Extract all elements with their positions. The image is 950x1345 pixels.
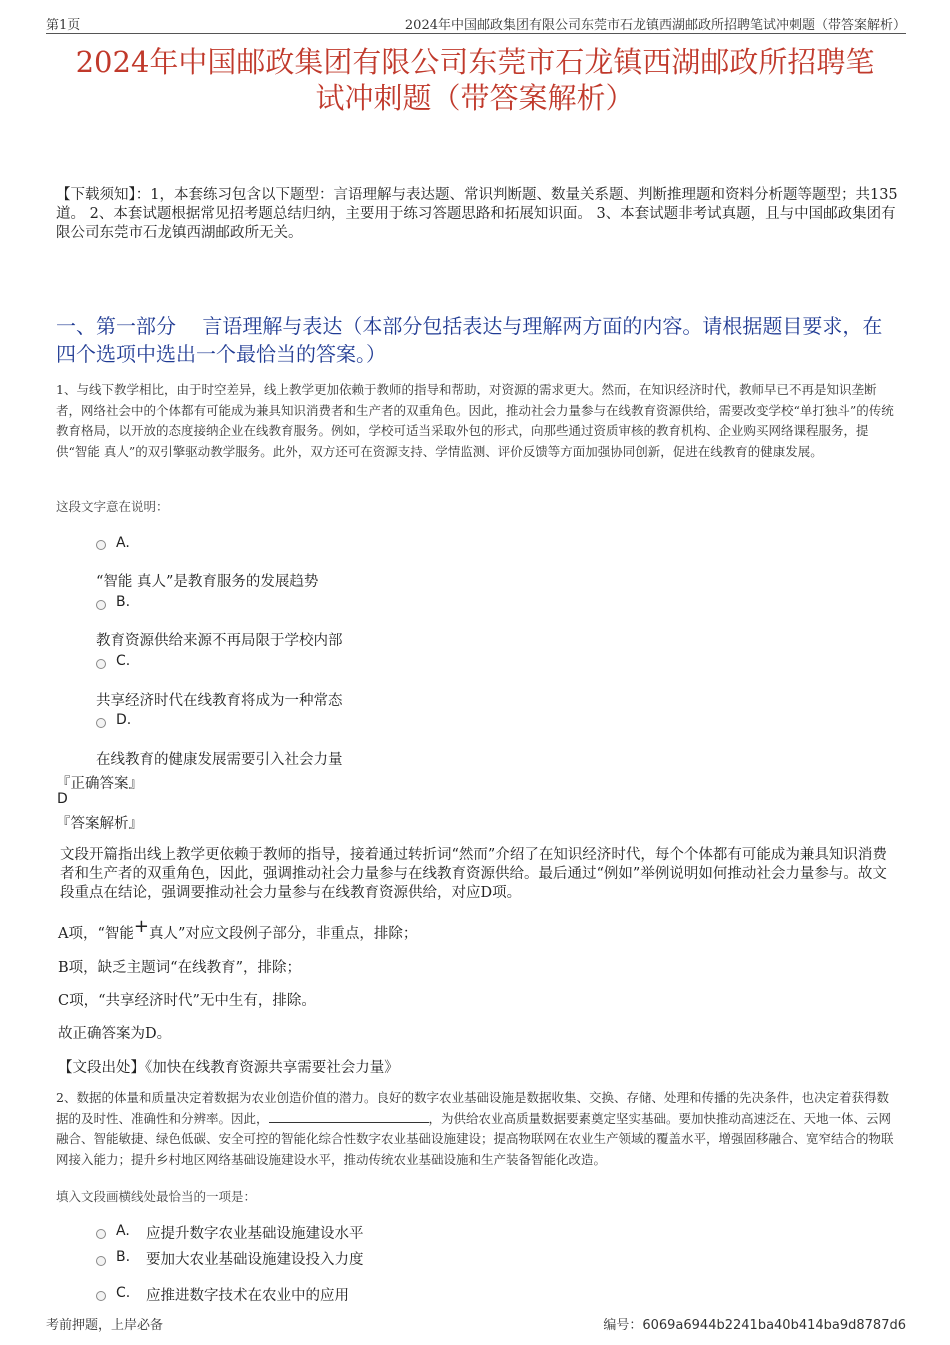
analysis-option-a-post: 真人”对应文段例子部分，非重点，排除； — [148, 926, 418, 942]
q2-option-c-radio[interactable] — [96, 1291, 106, 1301]
page-number: 第1页 — [46, 18, 81, 33]
q2-option-a-label[interactable]: A. — [116, 1223, 130, 1239]
q2-option-b-radio[interactable] — [96, 1256, 106, 1266]
footer-slogan: 考前押题，上岸必备 — [46, 1318, 164, 1333]
page-title-line2: 试冲刺题（带答案解析） — [315, 81, 635, 115]
analysis-heading: 『答案解析』 — [56, 816, 143, 832]
option-b-text: 教育资源供给来源不再局限于学校内部 — [96, 633, 343, 649]
option-d-radio[interactable] — [96, 718, 106, 728]
download-notice: 【下载须知】：1，本套练习包含以下题型：言语理解与表达题、常识判断题、数量关系题、判断推理题和资料分析题等题型；共135道。 2、本套试题根据常见招考题总结归纳，主要用于练习答题思路和拓展知识面。 3、本套试题非考试真题，且与中国邮政集团有限公司东莞市石龙镇西湖邮政所无关。 — [56, 187, 898, 241]
passage-source: 【文段出处】《加快在线教育资源共享需要社会力量》 — [58, 1060, 399, 1076]
analysis-text: 文段开篇指出线上教学更依赖于教师的指导，接着通过转折词“然而”介绍了在知识经济时代，每个个体都有可能成为兼具知识消费者和生产者的双重角色，因此，强调推动社会力量参与在线教育资源供给。最后通过“例如”举例说明如何推动社会力量参与。故文段重点在结论，强调要推动社会力量参与在线教育资源供给，对应D项。 — [60, 847, 887, 901]
footer-id-label: 编号： — [603, 1318, 643, 1333]
plus-symbol: + — [133, 916, 149, 937]
correct-answer: D — [57, 791, 68, 807]
option-b-radio[interactable] — [96, 600, 106, 610]
option-a-text: “智能 真人”是教育服务的发展趋势 — [96, 574, 319, 590]
question-2-text-pre: 2、数据的体量和质量决定着数据为农业创造价值的潜力。良好的数字农业基础设施是数据收集、交换、存储、处理和传播的先决条件，也决定着获得数据的及时性、准确性和分辨率。因此， — [56, 1090, 889, 1126]
header-divider — [46, 33, 906, 34]
q2-option-b-label[interactable]: B. — [116, 1249, 131, 1265]
option-c-text: 共享经济时代在线教育将成为一种常态 — [96, 693, 343, 709]
q2-option-c-text: 应推进数字技术在农业中的应用 — [146, 1288, 349, 1304]
question-2-text-post: ，为供给农业高质量数据要素奠定坚实基础。要加快推动高速泛在、天地一体、云网融合、智能敏捷、绿色低碳、安全可控的智能化综合性数字农业基础设施建设；提高物联网在农业生产领域的覆盖水平，增强固移融合、宽窄结合的物联网接入能力；提升乡村地区网络基础设施建设水平，推动传统农业基础设施和生产装备智能化改造。 — [56, 1110, 894, 1167]
q2-option-a-radio[interactable] — [96, 1229, 106, 1239]
footer-id — [603, 1314, 906, 1333]
analysis-option-b: B项，缺乏主题词“在线教育”，排除； — [58, 960, 301, 976]
analysis-conclusion: 故正确答案为D。 — [58, 1026, 172, 1042]
analysis-option-a — [58, 916, 418, 943]
q2-option-b-text: 要加大农业基础设施建设投入力度 — [146, 1252, 364, 1268]
header-doc-title: 2024年中国邮政集团有限公司东莞市石龙镇西湖邮政所招聘笔试冲刺题（带答案解析） — [404, 18, 906, 33]
question-2-prompt: 填入文段画横线处最恰当的一项是： — [56, 1189, 257, 1204]
question-1-prompt: 这段文字意在说明： — [56, 499, 169, 514]
analysis-option-a-pre: A项，“智能 — [58, 926, 134, 942]
option-d-label[interactable]: D. — [116, 712, 132, 728]
fill-blank — [269, 1111, 429, 1123]
analysis-option-c: C项，“共享经济时代”无中生有，排除。 — [58, 993, 316, 1009]
option-b-label[interactable]: B. — [116, 594, 131, 610]
option-c-label[interactable]: C. — [116, 653, 131, 669]
page-title-line1: 2024年中国邮政集团有限公司东莞市石龙镇西湖邮政所招聘笔 — [75, 45, 875, 79]
option-d-text: 在线教育的健康发展需要引入社会力量 — [96, 752, 343, 768]
q2-option-c-label[interactable]: C. — [116, 1285, 131, 1301]
footer-id-value: 6069a6944b2241ba40b414ba9d8787d6 — [642, 1318, 906, 1333]
option-a-label[interactable]: A. — [116, 535, 130, 551]
option-a-radio[interactable] — [96, 540, 106, 550]
section-heading: 一、第一部分 言语理解与表达（本部分包括表达与理解两方面的内容。请根据题目要求，在四个选项中选出一个最恰当的答案。） — [56, 314, 883, 366]
q2-option-a-text: 应提升数字农业基础设施建设水平 — [146, 1226, 364, 1242]
page-title — [50, 44, 900, 116]
question-2-text — [56, 1088, 898, 1170]
answer-heading: 『正确答案』 — [56, 776, 143, 792]
option-c-radio[interactable] — [96, 659, 106, 669]
question-1-text: 1、与线下教学相比，由于时空差异，线上教学更加依赖于教师的指导和帮助，对资源的需求更大。然而，在知识经济时代，教师早已不再是知识垄断者，网络社会中的个体都有可能成为兼具知识消费者和生产者的双重角色。因此，推动社会力量参与在线教育资源供给，需要改变学校“单打独斗”的传统教育格局，以开放的态度接纳企业在线教育服务。例如，学校可适当采取外包的形式，向那些通过资质审核的教育机构、企业购买网络课程服务，提供“智能 真人”的双引擎驱动教学服务。此外，双方还可在资源支持、学情监测、评价反馈等方面加强协同创新，促进在线教育的健康发展。 — [56, 382, 894, 459]
